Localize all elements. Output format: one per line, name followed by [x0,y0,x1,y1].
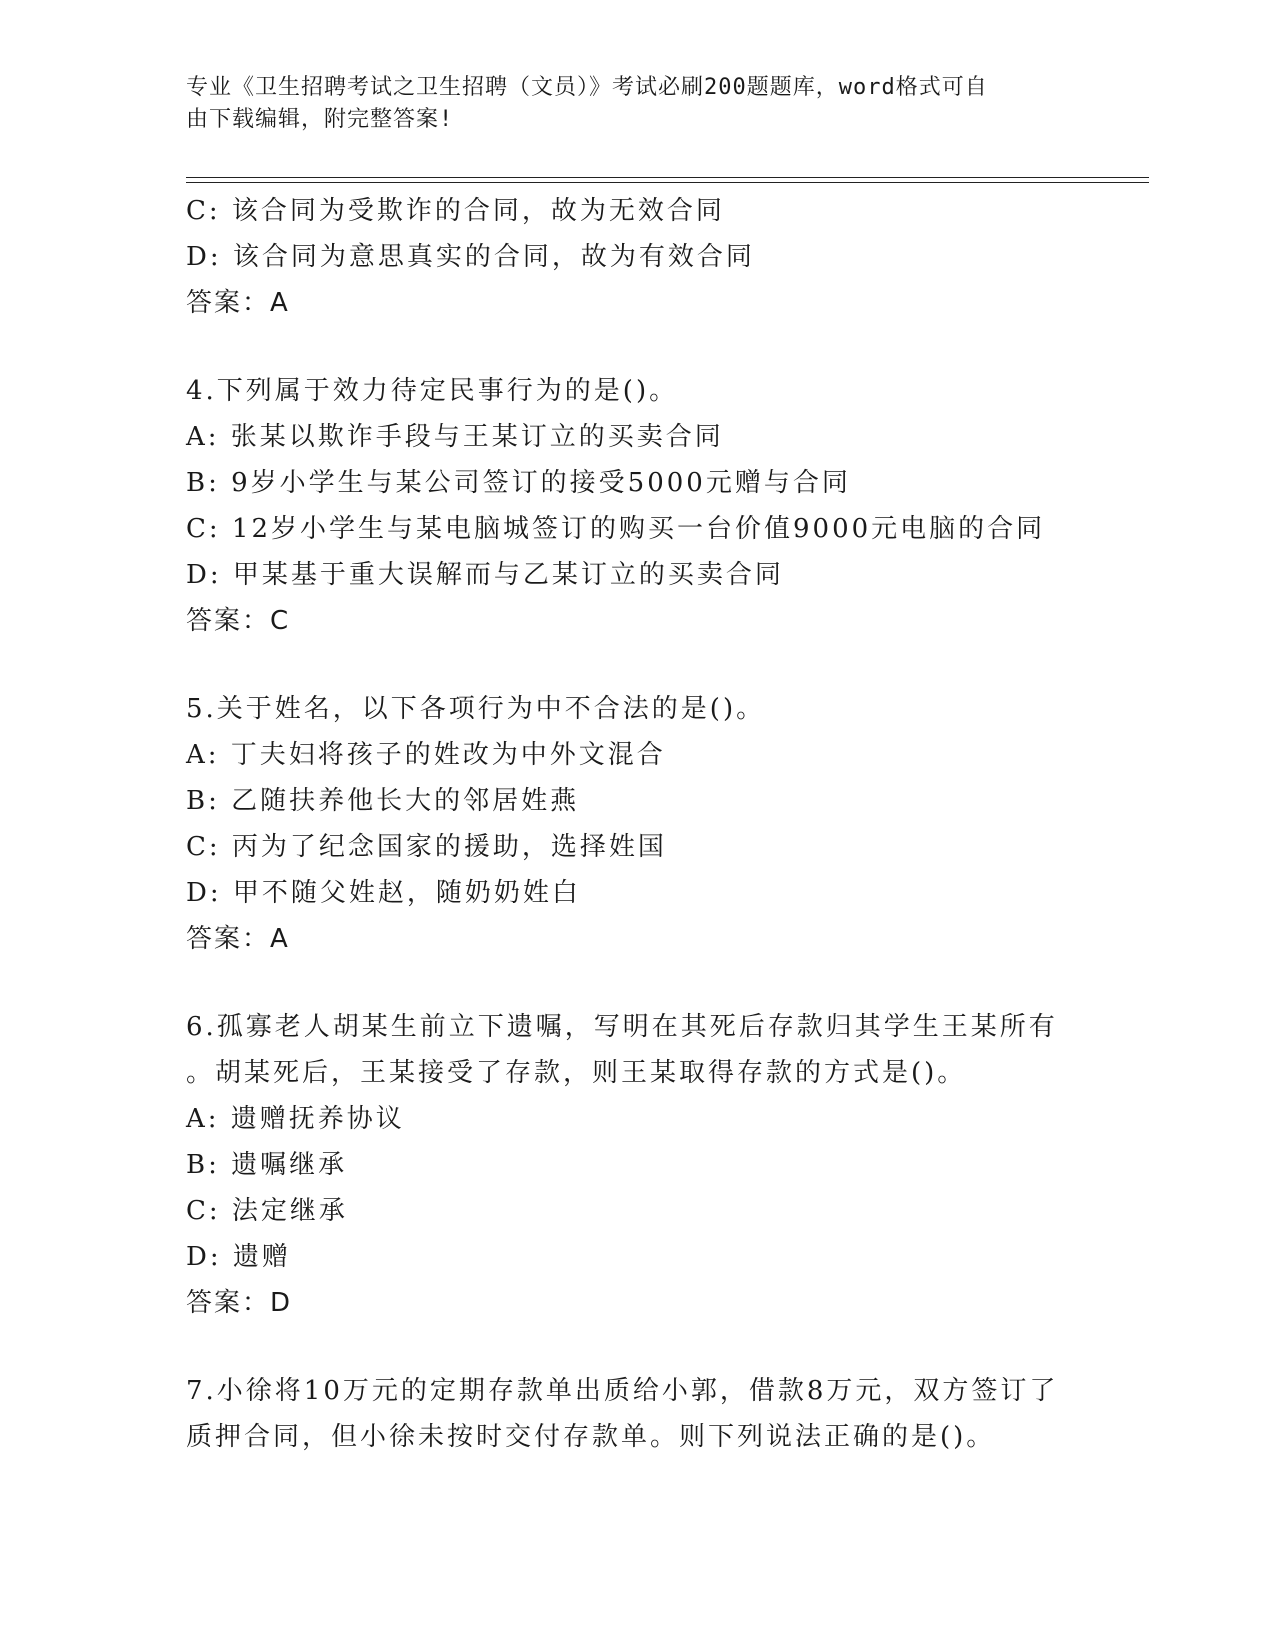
question-3-tail [186,188,1086,326]
option-c: C: 12岁小学生与某电脑城签订的购买一台价值9000元电脑的合同 [186,514,1046,544]
option-a: A: 丁夫妇将孩子的姓改为中外文混合 [186,740,666,770]
option-a: A: 遗赠抚养协议 [186,1104,405,1134]
option-d: D: 该合同为意思真实的合同，故为有效合同 [186,242,755,272]
answer: 答案：D [186,1288,293,1318]
question-text: 4.下列属于效力待定民事行为的是()。 [186,376,679,406]
answer: 答案：C [186,606,291,636]
option-c: C: 该合同为受欺诈的合同，故为无效合同 [186,196,725,226]
header-divider-bottom [186,182,1149,183]
option-c: C: 丙为了纪念国家的援助，选择姓国 [186,832,667,862]
document-header [186,72,1066,136]
header-line-1: 专业《卫生招聘考试之卫生招聘（文员）》考试必刷200题题库，word格式可自 [186,75,988,100]
question-6 [186,1004,1086,1326]
question-text-line-2: 质押合同，但小徐未按时交付存款单。则下列说法正确的是()。 [186,1422,996,1452]
option-b: B: 乙随扶养他长大的邻居姓燕 [186,786,580,816]
option-d: D: 甲不随父姓赵，随奶奶姓白 [186,878,581,908]
header-divider-top [186,177,1149,178]
question-5 [186,686,1086,962]
option-b: B: 9岁小学生与某公司签订的接受5000元赠与合同 [186,468,851,498]
option-c: C: 法定继承 [186,1196,348,1226]
question-4 [186,368,1086,644]
header-line-2: 由下载编辑，附完整答案! [186,107,454,132]
option-b: B: 遗嘱继承 [186,1150,348,1180]
question-text-line-2: 。胡某死后，王某接受了存款，则王某取得存款的方式是()。 [186,1058,967,1088]
spacer [186,1326,1086,1368]
spacer [186,962,1086,1004]
question-text-line-1: 7.小徐将10万元的定期存款单出质给小郭，借款8万元，双方签订了 [186,1376,1059,1406]
question-text: 5.关于姓名，以下各项行为中不合法的是()。 [186,694,766,724]
question-7 [186,1368,1086,1460]
question-text-line-1: 6.孤寡老人胡某生前立下遗嘱，写明在其死后存款归其学生王某所有 [186,1012,1058,1042]
option-d: D: 遗赠 [186,1242,291,1272]
answer: 答案：A [186,288,290,318]
question-list [186,188,1086,1460]
answer: 答案：A [186,924,290,954]
option-d: D: 甲某基于重大误解而与乙某订立的买卖合同 [186,560,784,590]
spacer [186,326,1086,368]
spacer [186,644,1086,686]
option-a: A: 张某以欺诈手段与王某订立的买卖合同 [186,422,724,452]
